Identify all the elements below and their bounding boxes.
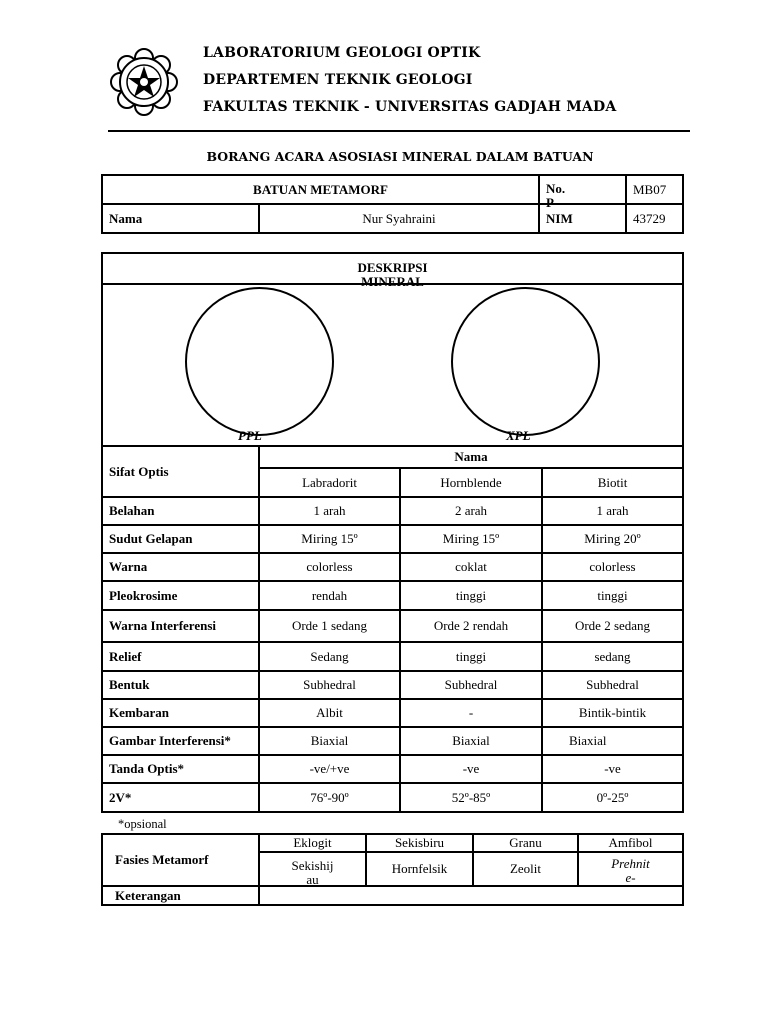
property-value[interactable]: sedang xyxy=(542,642,683,671)
xpl-circle[interactable] xyxy=(451,287,600,436)
drawing-area xyxy=(102,284,683,446)
property-label: Pleokrosime xyxy=(102,581,259,610)
university-seal-logo xyxy=(106,44,182,120)
name-label: Nama xyxy=(102,204,259,233)
property-value[interactable]: Orde 1 sedang xyxy=(259,610,400,642)
property-value[interactable]: Subhedral xyxy=(400,671,542,699)
rock-type: BATUAN METAMORF xyxy=(102,175,539,204)
property-value[interactable]: colorless xyxy=(542,553,683,581)
xpl-label: XPL xyxy=(506,428,531,443)
property-value[interactable]: Miring 20º xyxy=(542,525,683,553)
facies-label: Fasies Metamorf xyxy=(102,834,259,886)
property-value[interactable]: Biaxial xyxy=(542,727,683,755)
facies-option[interactable]: Eklogit xyxy=(259,834,366,852)
table-row xyxy=(102,755,683,783)
property-value[interactable]: tinggi xyxy=(542,581,683,610)
mineral-name[interactable]: Hornblende xyxy=(400,468,542,497)
ppl-label: PPL xyxy=(238,428,262,443)
name-value[interactable]: Nur Syahraini xyxy=(259,204,539,233)
property-value[interactable]: 76º-90º xyxy=(259,783,400,812)
form-title: BORANG ACARA ASOSIASI MINERAL DALAM BATUAN xyxy=(206,149,594,164)
facies-option[interactable]: Amfibol xyxy=(578,834,683,852)
property-value[interactable]: Subhedral xyxy=(259,671,400,699)
facies-option[interactable]: Sekishij au xyxy=(291,858,334,887)
property-value[interactable]: Orde 2 rendah xyxy=(400,610,542,642)
property-value[interactable]: - xyxy=(400,699,542,727)
property-value[interactable]: Subhedral xyxy=(542,671,683,699)
nim-label: NIM xyxy=(539,204,626,233)
table-row xyxy=(102,783,683,812)
property-value[interactable]: Miring 15º xyxy=(400,525,542,553)
ppl-circle[interactable] xyxy=(185,287,334,436)
property-value[interactable]: Sedang xyxy=(259,642,400,671)
property-value[interactable]: tinggi xyxy=(400,642,542,671)
property-label: Gambar Interferensi* xyxy=(102,727,259,755)
no-value[interactable]: MB07 xyxy=(626,175,683,204)
property-value[interactable]: Bintik-bintik xyxy=(542,699,683,727)
property-value[interactable]: 52º-85º xyxy=(400,783,542,812)
nama-header: Nama xyxy=(259,446,683,468)
property-value[interactable]: rendah xyxy=(259,581,400,610)
property-value[interactable]: -ve xyxy=(400,755,542,783)
keterangan-label: Keterangan xyxy=(102,886,259,905)
table-row xyxy=(102,671,683,699)
description-title: DESKRIPSI MINERAL xyxy=(357,259,428,289)
nim-value[interactable]: 43729 xyxy=(626,204,683,233)
table-row xyxy=(102,642,683,671)
facies-option[interactable]: Sekisbiru xyxy=(366,834,473,852)
facies-option[interactable]: Hornfelsik xyxy=(366,852,473,886)
lab-name: LABORATORIUM GEOLOGI OPTIK xyxy=(203,45,481,61)
table-row xyxy=(102,727,683,755)
property-value[interactable]: tinggi xyxy=(400,581,542,610)
facies-table xyxy=(101,833,684,906)
table-row xyxy=(102,610,683,642)
no-label: No. P xyxy=(546,180,566,210)
property-label: Sudut Gelapan xyxy=(102,525,259,553)
header-divider xyxy=(108,130,690,132)
property-value[interactable]: -ve xyxy=(542,755,683,783)
footnote: *opsional xyxy=(118,817,167,831)
property-value[interactable]: Biaxial xyxy=(259,727,400,755)
property-value[interactable]: Orde 2 sedang xyxy=(542,610,683,642)
property-value[interactable]: 2 arah xyxy=(400,497,542,525)
table-row xyxy=(102,497,683,525)
property-value[interactable]: -ve/+ve xyxy=(259,755,400,783)
property-value[interactable]: colorless xyxy=(259,553,400,581)
mineral-name[interactable]: Labradorit xyxy=(259,468,400,497)
property-label: Bentuk xyxy=(102,671,259,699)
table-row xyxy=(102,581,683,610)
table-row xyxy=(102,553,683,581)
property-label: Kembaran xyxy=(102,699,259,727)
property-value[interactable]: Albit xyxy=(259,699,400,727)
property-label: Warna xyxy=(102,553,259,581)
property-value[interactable]: Miring 15º xyxy=(259,525,400,553)
property-value[interactable]: coklat xyxy=(400,553,542,581)
property-label: Relief xyxy=(102,642,259,671)
property-label: Tanda Optis* xyxy=(102,755,259,783)
keterangan-field[interactable] xyxy=(259,886,683,905)
info-table xyxy=(101,174,684,234)
property-label: Warna Interferensi xyxy=(102,610,259,642)
property-value[interactable]: 0º-25º xyxy=(542,783,683,812)
department-name: DEPARTEMEN TEKNIK GEOLOGI xyxy=(203,72,473,88)
sifat-optis-label: Sifat Optis xyxy=(102,446,259,497)
facies-option[interactable]: Zeolit xyxy=(473,852,578,886)
property-label: Belahan xyxy=(102,497,259,525)
property-value[interactable]: 1 arah xyxy=(542,497,683,525)
facies-option[interactable]: Prehnit e- xyxy=(611,855,650,885)
table-row xyxy=(102,699,683,727)
table-row xyxy=(102,525,683,553)
facies-option[interactable]: Granu xyxy=(473,834,578,852)
mineral-description-table xyxy=(101,252,684,813)
property-value[interactable]: 1 arah xyxy=(259,497,400,525)
property-label: 2V* xyxy=(102,783,259,812)
mineral-name[interactable]: Biotit xyxy=(542,468,683,497)
faculty-name: FAKULTAS TEKNIK - UNIVERSITAS GADJAH MADA xyxy=(203,99,617,115)
property-value[interactable]: Biaxial xyxy=(400,727,542,755)
